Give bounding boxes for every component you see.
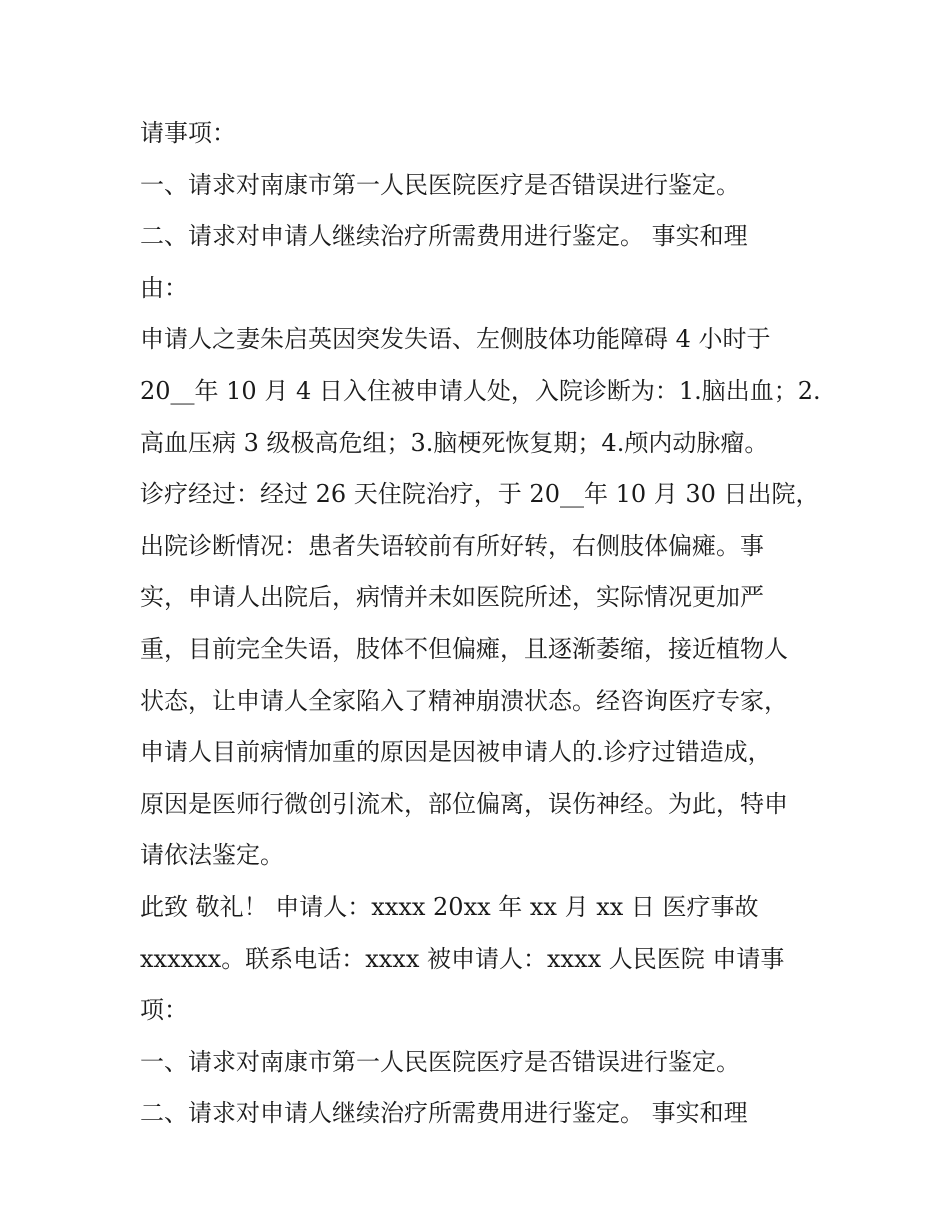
document-body — [140, 108, 820, 1140]
text-line: 二、请求对申请人继续治疗所需费用进行鉴定。 事实和理 — [140, 222, 748, 251]
text-line: 二、请求对申请人继续治疗所需费用进行鉴定。 事实和理 — [140, 1099, 748, 1128]
text-line: 重，目前完全失语，肢体不但偏瘫，且逐渐萎缩，接近植物人 — [140, 634, 788, 663]
text-line: 由： — [140, 273, 188, 302]
text-line: 一、请求对南康市第一人民医院医疗是否错误进行鉴定。 — [140, 170, 740, 199]
text-line: 出院诊断情况：患者失语较前有所好转，右侧肢体偏瘫。事 — [140, 531, 764, 560]
text-line: 请依法鉴定。 — [140, 841, 284, 870]
text-line: 实，申请人出院后，病情并未如医院所述，实际情况更加严 — [140, 583, 764, 612]
text-line: 一、请求对南康市第一人民医院医疗是否错误进行鉴定。 — [140, 1047, 740, 1076]
text-line: 项： — [140, 996, 188, 1025]
text-line: 申请人目前病情加重的原因是因被申请人的.诊疗过错造成， — [140, 738, 772, 767]
text-line: 申请人之妻朱启英因突发失语、左侧肢体功能障碍 4 小时于 — [140, 325, 771, 354]
text-line: 状态，让申请人全家陷入了精神崩溃状态。经咨询医疗专家， — [140, 686, 788, 715]
text-line: 请事项： — [140, 119, 236, 147]
text-line: 20__年 10 月 4 日入住被申请人处，入院诊断为：1.脑出血；2. — [140, 376, 821, 405]
text-line: 高血压病 3 级极高危组；3.脑梗死恢复期；4.颅内动脉瘤。 — [140, 428, 769, 457]
text-line: xxxxxx。联系电话：xxxx 被申请人：xxxx 人民医院 申请事 — [140, 944, 785, 973]
text-line: 原因是医师行微创引流术，部位偏离，误伤神经。为此，特申 — [140, 789, 788, 818]
text-line: 此致 敬礼！ 申请人：xxxx 20xx 年 xx 月 xx 日 医疗事故 — [140, 892, 759, 921]
text-line: 诊疗经过：经过 26 天住院治疗，于 20__年 10 月 30 日出院， — [140, 480, 820, 509]
